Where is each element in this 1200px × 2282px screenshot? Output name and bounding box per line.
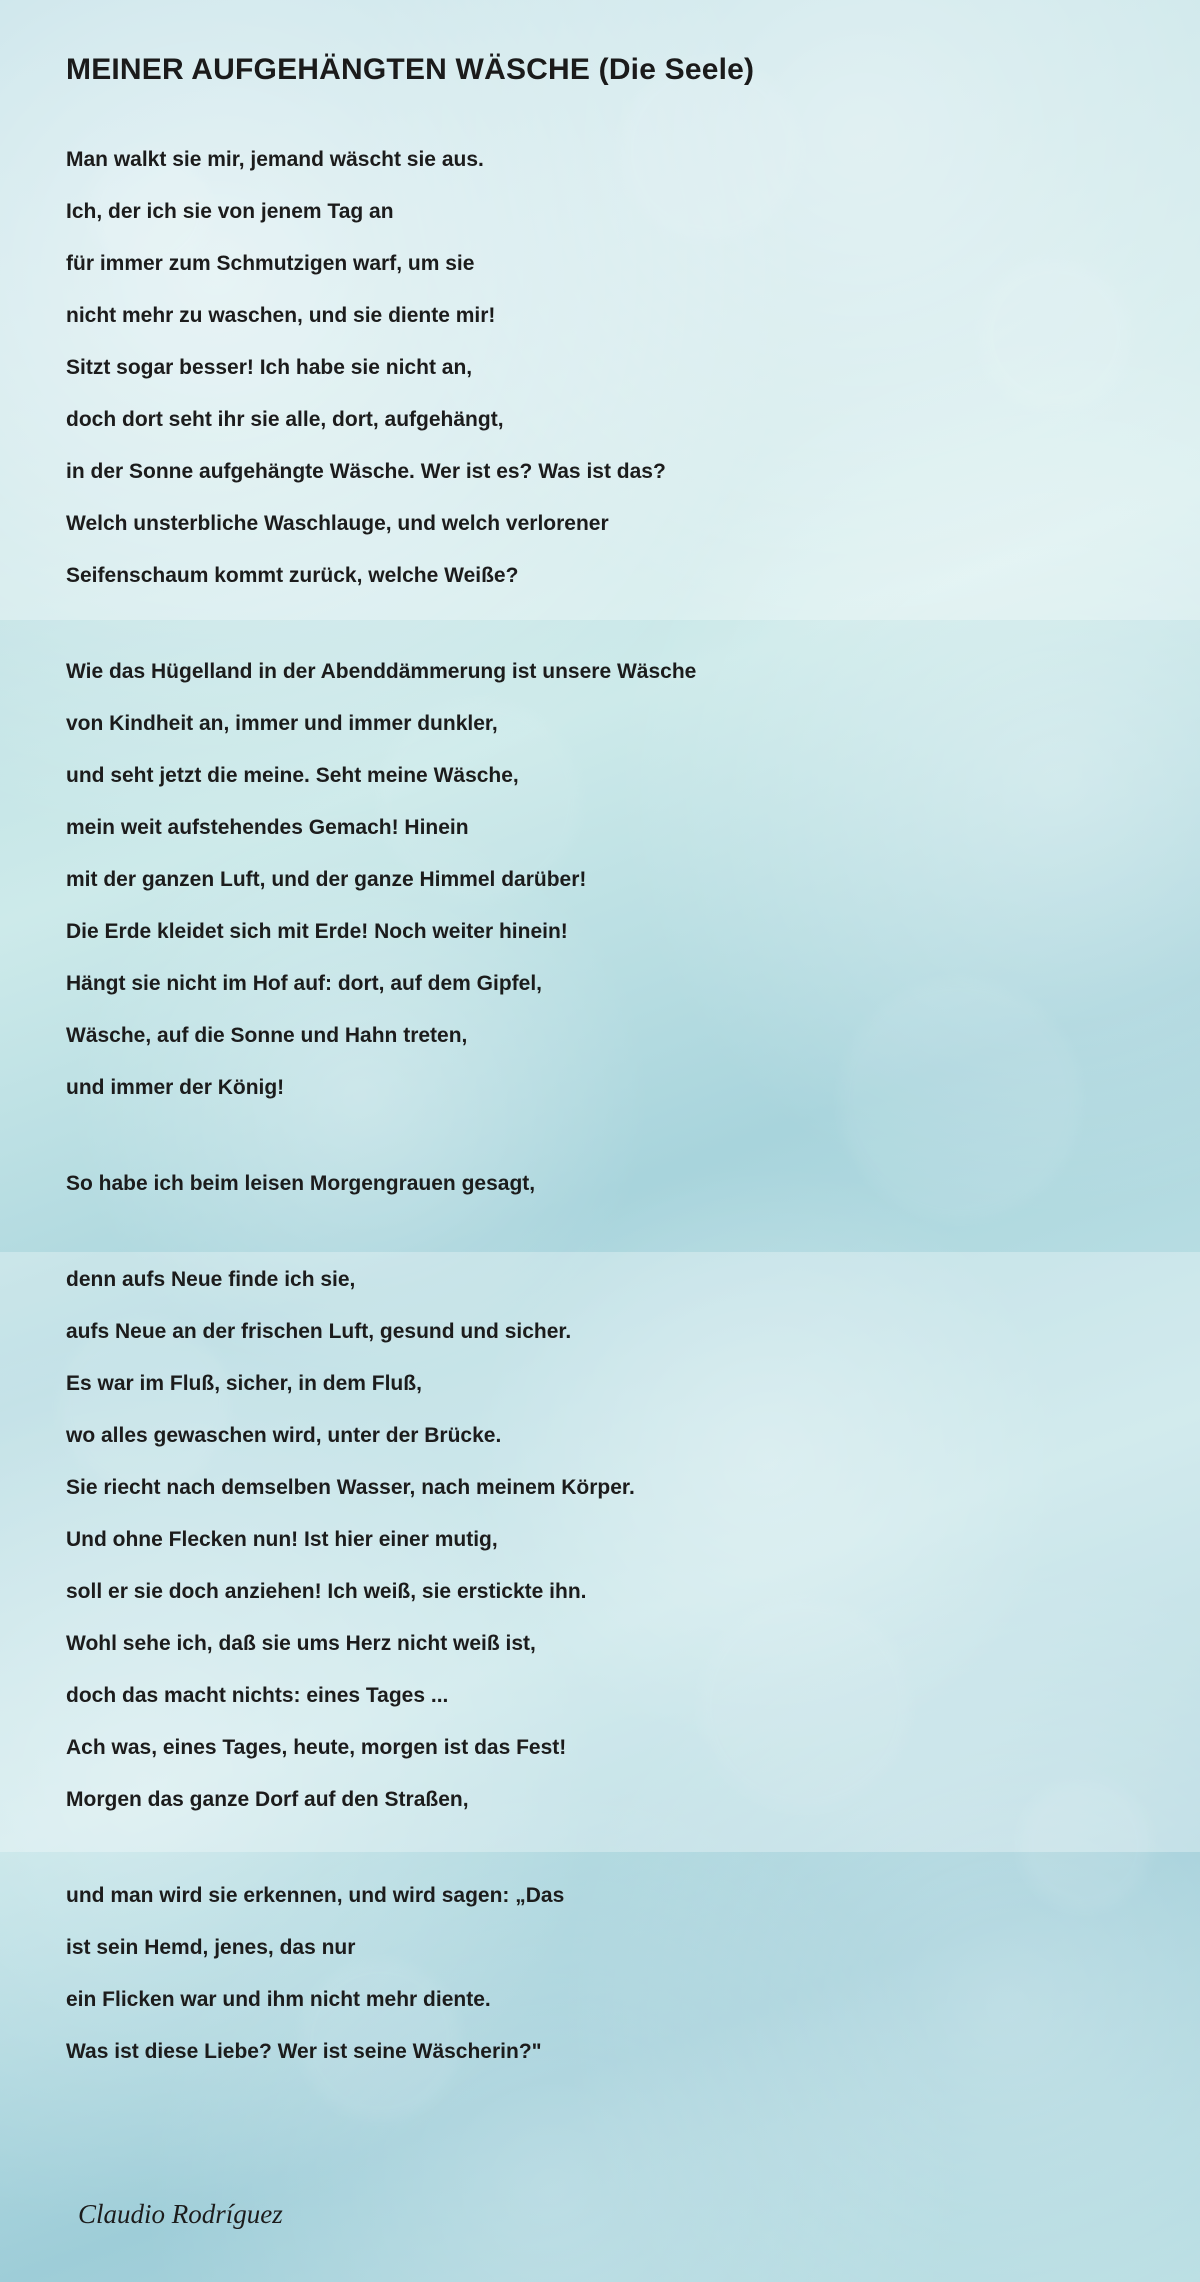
poem-line: und seht jetzt die meine. Seht meine Wäsche,: [66, 764, 519, 787]
poem-line: für immer zum Schmutzigen warf, um sie: [66, 252, 475, 275]
poem-line: wo alles gewaschen wird, unter der Brücke.: [66, 1424, 502, 1447]
poem-line: Wäsche, auf die Sonne und Hahn treten,: [66, 1024, 468, 1047]
poem-stanza: [66, 134, 1140, 602]
poem-line: mein weit aufstehendes Gemach! Hinein: [66, 816, 469, 839]
poem-line: nicht mehr zu waschen, und sie diente mir!: [66, 304, 496, 327]
poem-line: ist sein Hemd, jenes, das nur: [66, 1936, 356, 1959]
poem-line: aufs Neue an der frischen Luft, gesund und sicher.: [66, 1320, 572, 1343]
poem-stanza: [66, 1158, 1140, 1210]
poem-line: und immer der König!: [66, 1076, 285, 1099]
author-name: Claudio Rodríguez: [78, 2199, 283, 2229]
poem-stanza: [66, 646, 1140, 1114]
poem-line: mit der ganzen Luft, und der ganze Himmel darüber!: [66, 868, 587, 891]
poem-line: Seifenschaum kommt zurück, welche Weiße?: [66, 564, 519, 587]
poem-line: ein Flicken war und ihm nicht mehr diente.: [66, 1988, 491, 2011]
poem-line: Ich, der ich sie von jenem Tag an: [66, 200, 394, 223]
page-title: MEINER AUFGEHÄNGTEN WÄSCHE (Die Seele): [66, 53, 755, 86]
poem-stanza: [66, 1254, 1140, 1826]
poem-line: Die Erde kleidet sich mit Erde! Noch weiter hinein!: [66, 920, 568, 943]
poem-line: So habe ich beim leisen Morgengrauen gesagt,: [66, 1172, 536, 1195]
poem-line: Ach was, eines Tages, heute, morgen ist das Fest!: [66, 1736, 567, 1759]
poem-line: denn aufs Neue finde ich sie,: [66, 1268, 356, 1291]
poem-line: soll er sie doch anziehen! Ich weiß, sie erstickte ihn.: [66, 1580, 587, 1603]
poem-line: Morgen das ganze Dorf auf den Straßen,: [66, 1788, 469, 1811]
poem-line: von Kindheit an, immer und immer dunkler,: [66, 712, 498, 735]
poem-line: Und ohne Flecken nun! Ist hier einer mutig,: [66, 1528, 498, 1551]
poem-line: in der Sonne aufgehängte Wäsche. Wer ist es? Was ist das?: [66, 460, 666, 483]
poem-line: Wohl sehe ich, daß sie ums Herz nicht weiß ist,: [66, 1632, 536, 1655]
poem-line: Sie riecht nach demselben Wasser, nach meinem Körper.: [66, 1476, 635, 1499]
poem-line: Hängt sie nicht im Hof auf: dort, auf dem Gipfel,: [66, 972, 543, 995]
poem-line: Wie das Hügelland in der Abenddämmerung ist unsere Wäsche: [66, 660, 697, 683]
poem-stanza: [66, 1870, 1140, 2078]
poem-line: doch dort seht ihr sie alle, dort, aufgehängt,: [66, 408, 504, 431]
poem-line: und man wird sie erkennen, und wird sagen: „Das: [66, 1884, 565, 1907]
poem-line: Man walkt sie mir, jemand wäscht sie aus.: [66, 148, 484, 171]
poem-line: Welch unsterbliche Waschlauge, und welch verlorener: [66, 512, 609, 535]
poem-line: doch das macht nichts: eines Tages ...: [66, 1684, 449, 1707]
poem-line: Sitzt sogar besser! Ich habe sie nicht an,: [66, 356, 473, 379]
poem-line: Was ist diese Liebe? Wer ist seine Wäscherin?": [66, 2040, 542, 2063]
poem-line: Es war im Fluß, sicher, in dem Fluß,: [66, 1372, 422, 1395]
